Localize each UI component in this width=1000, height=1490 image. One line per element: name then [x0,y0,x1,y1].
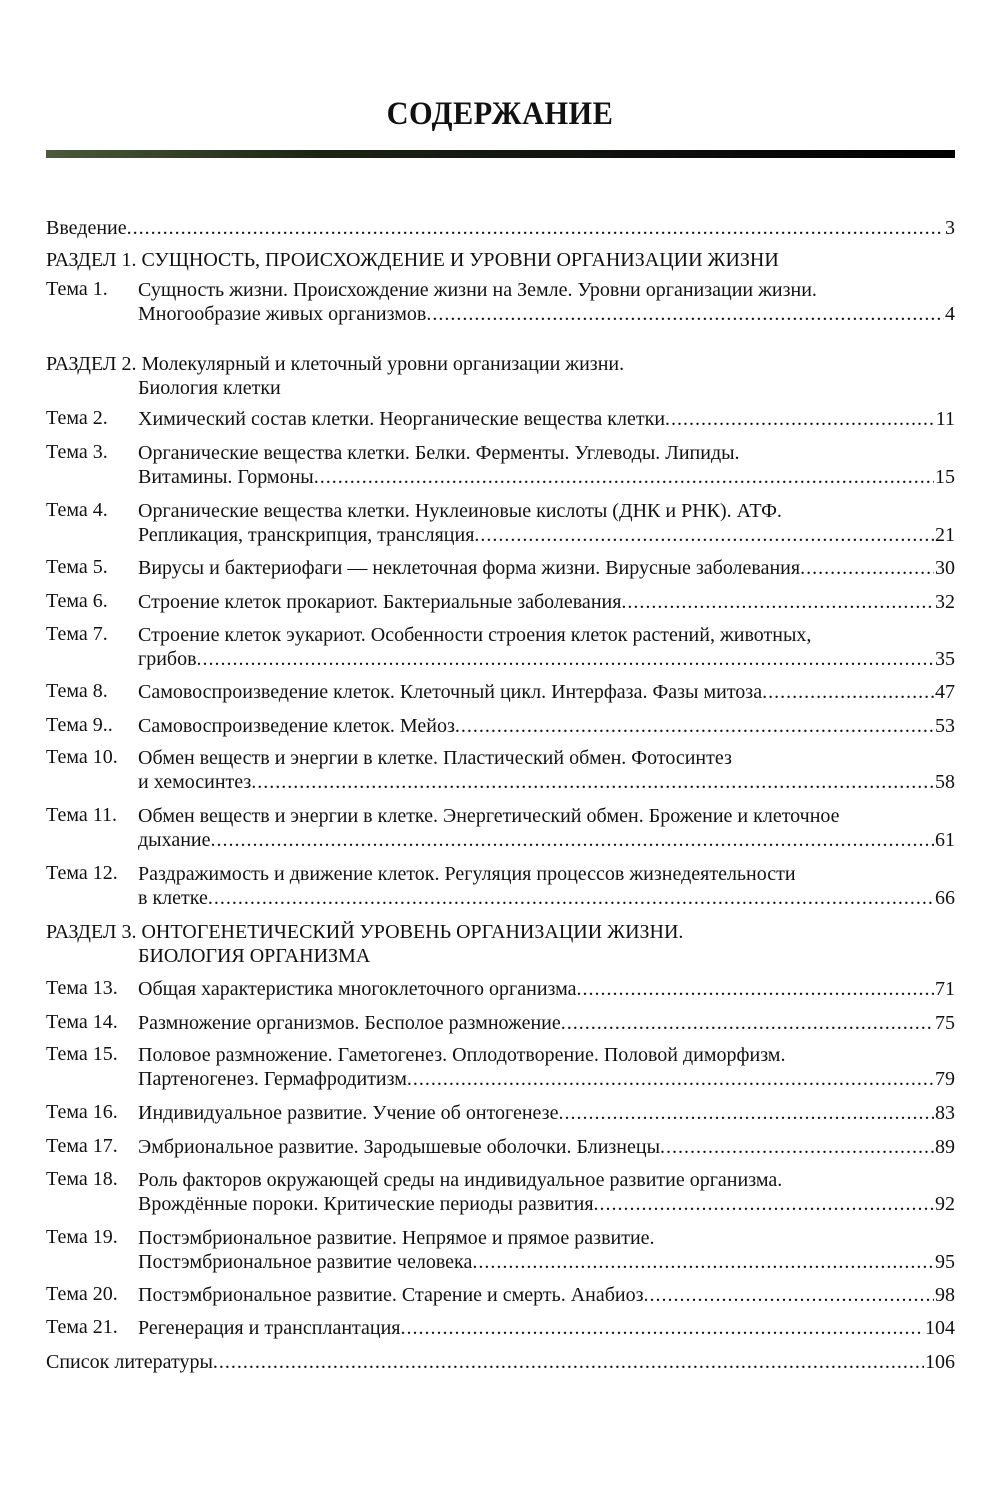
topic-label: Тема 1. [46,278,108,300]
leader-dots [455,714,934,738]
toc-entry[interactable] [46,407,955,431]
entry-line [138,590,955,614]
page-number: 11 [935,408,955,430]
entry-title: в клетке [138,887,208,909]
leader-dots [211,828,934,852]
entry-title: грибов [138,648,197,670]
entry-text [138,278,955,326]
entry-text [138,623,955,671]
toc-entry[interactable] [46,1101,955,1125]
entry-line: РАЗДЕЛ 2. Молекулярный и клеточный уровни организации жизни. [46,353,625,375]
entry-title: Химический состав клетки. Неорганические вещества клетки [138,408,666,430]
entry-text [138,977,955,1001]
entry-title: дыхание [138,829,211,851]
entry-line [138,680,955,704]
page-number: 61 [935,829,955,851]
leader-dots [472,1250,934,1274]
leader-dots [561,1011,934,1035]
entry-title: Самовоспроизведение клеток. Клеточный цикл. Интерфаза. Фазы митоза [138,681,763,703]
toc-entry[interactable] [46,1316,955,1340]
entry-line: Органические вещества клетки. Нуклеиновые кислоты (ДНК и РНК). АТФ. [138,500,782,522]
entry-title: Строение клеток прокариот. Бактериальные заболевания [138,591,622,613]
entry-line [138,1101,955,1125]
leader-dots [426,302,944,326]
leader-dots [558,1101,934,1125]
entry-text [138,407,955,431]
entry-line [138,886,955,910]
entry-text [138,1135,955,1159]
entry-text [138,1316,955,1340]
leader-dots [800,556,934,580]
page-number: 104 [925,1317,955,1339]
page-number: 95 [935,1251,955,1273]
entry-text [138,499,955,547]
leader-dots [197,647,934,671]
entry-line [138,770,955,794]
entry-text [46,216,955,240]
entry-line: РАЗДЕЛ 3. ОНТОГЕНЕТИЧЕСКИЙ УРОВЕНЬ ОРГАНИЗАЦИИ ЖИЗНИ. [46,921,684,943]
toc-entry[interactable] [46,804,955,852]
topic-label: Тема 12. [46,862,118,884]
entry-line: Сущность жизни. Происхождение жизни на Земле. Уровни организации жизни. [138,279,817,301]
entry-title: Репликация, транскрипция, трансляция [138,524,475,546]
topic-label: Тема 8. [46,680,108,702]
entry-line [138,977,955,1001]
page-number: 4 [945,303,955,325]
page-number: 106 [925,1351,955,1373]
leader-dots [251,770,934,794]
entry-line [138,647,955,671]
entry-line: Строение клеток эукариот. Особенности строения клеток растений, животных, [138,624,812,646]
page-number: 32 [935,591,955,613]
leader-dots [577,977,934,1001]
toc-entry[interactable] [46,714,955,738]
entry-title: Самовоспроизведение клеток. Мейоз [138,715,455,737]
entry-line [138,407,955,431]
leader-dots [407,1067,934,1091]
page-number: 79 [935,1068,955,1090]
page-number: 92 [935,1193,955,1215]
toc-entry[interactable] [46,278,955,326]
page-number: 71 [935,978,955,1000]
entry-line [138,1283,955,1307]
table-of-contents [46,216,955,1374]
entry-text [138,862,955,910]
entry-title: Введение [46,217,127,239]
entry-text [138,441,955,489]
entry-title: Постэмбриональное развитие человека [138,1251,473,1273]
entry-line [138,465,955,489]
leader-dots [762,680,934,704]
page-number: 98 [935,1284,955,1306]
entry-line: Обмен веществ и энергии в клетке. Пластический обмен. Фотосинтез [138,747,732,769]
leader-dots [621,590,934,614]
section-text [46,248,955,272]
entry-line: Раздражимость и движение клеток. Регуляция процессов жизнедеятельности [138,863,796,885]
entry-title: и хемосинтез [138,771,252,793]
toc-entry[interactable] [46,441,955,489]
entry-line [138,714,955,738]
toc-entry[interactable] [46,1283,955,1307]
topic-label: Тема 11. [46,804,117,826]
entry-line: Биология клетки [138,377,281,399]
toc-entry[interactable] [46,1043,955,1091]
entry-text [138,1011,955,1035]
page-number: 3 [945,217,955,239]
topic-label: Тема 7. [46,623,108,645]
toc-entry[interactable] [46,590,955,614]
toc-entry[interactable] [46,623,955,671]
leader-dots [208,886,934,910]
entry-text [138,1043,955,1091]
section-heading [46,920,955,968]
toc-entry[interactable] [46,556,955,580]
leader-dots [644,1283,934,1307]
toc-entry[interactable] [46,1168,955,1216]
entry-title: Вирусы и бактериофаги — неклеточная форма жизни. Вирусные заболевания [138,557,801,579]
entry-title: Индивидуальное развитие. Учение об онтогенезе [138,1102,559,1124]
page-number: 30 [935,557,955,579]
section-heading [46,352,955,400]
topic-label: Тема 9.. [46,714,113,736]
topic-label: Тема 2. [46,407,108,429]
entry-line [138,1011,955,1035]
entry-line [46,216,955,240]
topic-label: Тема 5. [46,556,108,578]
entry-title: Многообразие живых организмов [138,303,427,325]
page-number: 83 [935,1102,955,1124]
toc-entry[interactable] [46,499,955,547]
leader-dots [127,216,944,240]
toc-entry[interactable] [46,1226,955,1274]
topic-label: Тема 3. [46,441,108,463]
entry-line [138,1067,955,1091]
entry-title: Витамины. Гормоны [138,466,314,488]
topic-label: Тема 16. [46,1101,118,1123]
toc-entry[interactable] [46,746,955,794]
toc-entry[interactable] [46,977,955,1001]
page-number: 66 [935,887,955,909]
entry-title: Партеногенез. Гермафродитизм [138,1068,407,1090]
entry-text [138,680,955,704]
section-heading [46,248,955,272]
entry-text [138,1226,955,1274]
entry-title: Общая характеристика многоклеточного организма [138,978,577,1000]
toc-entry[interactable] [46,680,955,704]
entry-text [46,1350,955,1374]
entry-line: БИОЛОГИЯ ОРГАНИЗМА [138,945,371,967]
entry-title: Врождённые пороки. Критические периоды развития [138,1193,594,1215]
topic-label: Тема 21. [46,1316,118,1338]
entry-line [46,1350,955,1374]
entry-text [138,1283,955,1307]
entry-line: Роль факторов окружающей среды на индивидуальное развитие организма. [138,1169,783,1191]
page-title: СОДЕРЖАНИЕ [386,96,614,132]
entry-text [138,1101,955,1125]
leader-dots [594,1192,934,1216]
page-number: 15 [935,466,955,488]
section-text [46,352,955,400]
entry-line [138,828,955,852]
leader-dots [401,1316,925,1340]
entry-line: Постэмбриональное развитие. Непрямое и прямое развитие. [138,1227,655,1249]
section-text [46,920,955,968]
entry-line [138,556,955,580]
topic-label: Тема 6. [46,590,108,612]
entry-title: Размножение организмов. Бесполое размножение [138,1012,561,1034]
toc-entry[interactable] [46,216,955,240]
topic-label: Тема 14. [46,1011,118,1033]
entry-line: Обмен веществ и энергии в клетке. Энергетический обмен. Брожение и клеточное [138,805,840,827]
entry-text [138,746,955,794]
topic-label: Тема 20. [46,1283,118,1305]
page-number: 47 [935,681,955,703]
page-number: 75 [935,1012,955,1034]
title-divider [46,150,955,158]
entry-line [138,1250,955,1274]
leader-dots [213,1350,924,1374]
entry-text [138,590,955,614]
leader-dots [314,465,934,489]
entry-text [138,714,955,738]
page-number: 53 [935,715,955,737]
entry-line: Половое размножение. Гаметогенез. Оплодотворение. Половой диморфизм. [138,1044,786,1066]
topic-label: Тема 15. [46,1043,118,1065]
entry-line: Органические вещества клетки. Белки. Ферменты. Углеводы. Липиды. [138,442,740,464]
page-number: 89 [935,1136,955,1158]
entry-line [138,302,955,326]
leader-dots [474,523,934,547]
toc-entry[interactable] [46,1350,955,1374]
topic-label: Тема 10. [46,746,118,768]
entry-line [138,1192,955,1216]
topic-label: Тема 4. [46,499,108,521]
topic-label: Тема 17. [46,1135,118,1157]
leader-dots [660,1135,934,1159]
entry-line [138,1135,955,1159]
topic-label: Тема 18. [46,1168,118,1190]
entry-title: Постэмбриональное развитие. Старение и смерть. Анабиоз [138,1284,644,1306]
page-number: 35 [935,648,955,670]
entry-line [138,1316,955,1340]
entry-text [138,556,955,580]
entry-title: Список литературы [46,1351,213,1373]
entry-title: Регенерация и трансплантация [138,1317,401,1339]
toc-entry[interactable] [46,862,955,910]
page-number: 21 [935,524,955,546]
entry-title: Эмбриональное развитие. Зародышевые оболочки. Близнецы [138,1136,661,1158]
entry-text [138,804,955,852]
entry-text [138,1168,955,1216]
topic-label: Тема 13. [46,977,118,999]
entry-line [138,523,955,547]
leader-dots [665,407,935,431]
entry-line: РАЗДЕЛ 1. СУЩНОСТЬ, ПРОИСХОЖДЕНИЕ И УРОВНИ ОРГАНИЗАЦИИ ЖИЗНИ [46,249,779,271]
page-number: 58 [935,771,955,793]
topic-label: Тема 19. [46,1226,118,1248]
toc-entry[interactable] [46,1135,955,1159]
toc-entry[interactable] [46,1011,955,1035]
